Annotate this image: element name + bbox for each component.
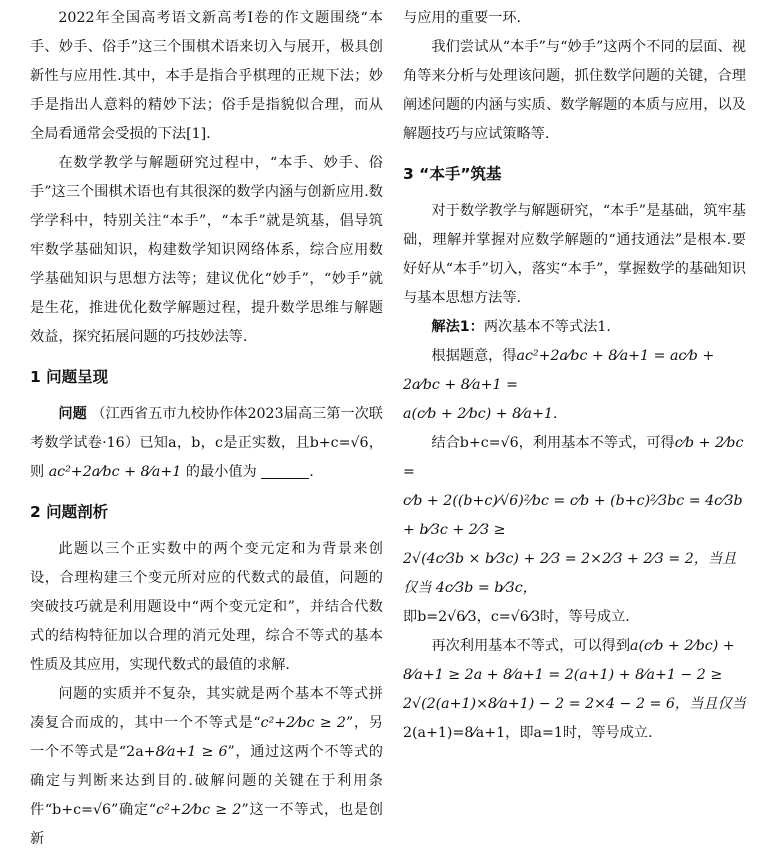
solution-step-4: c⁄b + 2((b+c)⁄√6)²⁄bc = c⁄b + (b+c)²⁄3bc = 4c⁄3b + b⁄3c + 2⁄3 ≥: [403, 493, 743, 538]
problem-statement: 问题 （江西省五市九校协作体2023届高三第一次联考数学试卷·16）已知a，b，c是正实数，且b+c=√6，则 ac²+2a⁄bc + 8⁄a+1 的最小值为 .: [30, 406, 383, 480]
solution-step-9: 2√(2(a+1)×8⁄a+1) − 2 = 2×4 − 2 = 6，当且仅当: [403, 696, 746, 712]
essence-text-d: ”这一不等式，也是创新: [30, 802, 383, 847]
essence-text-b: ”，另一个不等式是“2a+: [30, 715, 383, 760]
essence-paragraph: [30, 680, 383, 854]
analysis-paragraph: 此题以三个正实数中的两个变元定和为背景来创设，合理构建三个变元所对应的代数式的最值，问题的突破技巧就是利用题设中“两个变元定和”，并结合代数式的结构特征加以合理的消元处理，综合不等式的基本性质及其应用，实现代数式的最值的求解.: [30, 541, 383, 673]
teaching-paragraph: 在数学教学与解题研究过程中，“本手、妙手、俗手”这三个围棋术语也有其很深的数学内涵与创新应用.数学学科中，特别关注“本手”，“本手”就是筑基，倡导筑牢数学基础知识，构建数学知识网络体系，综合应用数学基础知识与思想方法等；建议优化“妙手”，“妙手”就是生花，推进优化数学解题过程，提升数学思维与解题效益，探究拓展问题的巧技妙法等.: [30, 155, 383, 345]
inequality-1: c²+2⁄bc ≥ 2: [260, 715, 346, 731]
solution-step-5: 2√(4c⁄3b × b⁄3c) + 2⁄3 = 2×2⁄3 + 2⁄3 = 2，当且仅当 4c⁄3b = b⁄3c，: [403, 551, 737, 596]
step-3-expression: c⁄b + 2⁄bc =: [403, 435, 744, 480]
solution-step-10: 2(a+1)=8⁄a+1，即a=1时，等号成立.: [403, 725, 653, 741]
section-heading-1: 1 问题呈现: [30, 368, 109, 386]
solution-step-1: [403, 342, 746, 400]
step-7-expression: a(c⁄b + 2⁄bc) +: [630, 638, 735, 654]
problem-tail: 的最小值为: [185, 464, 257, 480]
step-1-expression: ac²+2a⁄bc + 8⁄a+1 = ac⁄b + 2a⁄bc + 8⁄a+1 =: [403, 348, 715, 393]
continued-paragraph: 与应用的重要一环.: [403, 10, 522, 26]
intro-paragraph: 2022年全国高考语文新高考Ⅰ卷的作文题围绕“本手、妙手、俗手”这三个围棋术语来切入与展开，极具创新性与应用性.其中，本手是指合乎棋理的正规下法；妙手是指出人意料的精妙下法；俗手是指貌似合理，而从全局看通常会受损的下法[1].: [30, 10, 383, 142]
solution-label: 解法1：: [431, 319, 484, 335]
problem-source: （江西省五市九校协作体2023届高三第一次联考数学试卷·16）已知a，b，c是正实数，且b+c=√6，则: [30, 406, 383, 480]
section-heading-3: 3 “本手”筑基: [403, 165, 502, 183]
step-3-text: 结合b+c=√6，利用基本不等式，可得: [431, 435, 675, 451]
inequality-3: c²+2⁄bc ≥ 2: [156, 802, 242, 818]
solution-step-6: 即b=2√6⁄3，c=√6⁄3时，等号成立.: [403, 609, 630, 625]
step-1-text: 根据题意，得: [431, 348, 517, 364]
solution-step-2: a(c⁄b + 2⁄bc) + 8⁄a+1.: [403, 406, 558, 422]
essence-text-c: ”，通过这两个不等式的确定与判断来达到目的.破解问题的关键在于利用条件“b+c=√6”确定“: [30, 744, 383, 818]
solution-step-8: 8⁄a+1 ≥ 2a + 8⁄a+1 = 2(a+1) + 8⁄a+1 − 2 ≥: [403, 667, 723, 683]
solution-method: 两次基本不等式法1.: [483, 319, 611, 335]
solution-step-7: [403, 632, 746, 661]
inequality-2: 8⁄a+1 ≥ 6: [155, 744, 228, 760]
approach-paragraph: 我们尝试从“本手”与“妙手”这两个不同的层面、视角等来分析与处理该问题，抓住数学问题的关键，合理阐述问题的内涵与实质、数学解题的本质与应用，以及解题技巧与应试策略等.: [403, 39, 746, 142]
answer-blank: [261, 464, 309, 479]
left-column: [30, 0, 383, 854]
section-heading-2: 2 问题剖析: [30, 503, 109, 521]
solution-step-3: [403, 429, 746, 487]
step-7-text: 再次利用基本不等式，可以得到: [431, 638, 631, 654]
foundation-paragraph: 对于数学教学与解题研究，“本手”是基础，筑牢基础，理解并掌握对应数学解题的“通技通法”是根本.要好好从“本手”切入，落实“本手”，掌握数学的基础知识与基本思想方法等.: [403, 203, 746, 306]
problem-label: 问题: [58, 406, 87, 422]
solution-title: [403, 313, 746, 342]
problem-expression: ac²+2a⁄bc + 8⁄a+1: [48, 464, 182, 480]
essence-text-a: 问题的实质并不复杂，其实就是两个基本不等式拼凑复合而成的，其中一个不等式是“: [30, 686, 383, 731]
right-column: [403, 0, 746, 748]
